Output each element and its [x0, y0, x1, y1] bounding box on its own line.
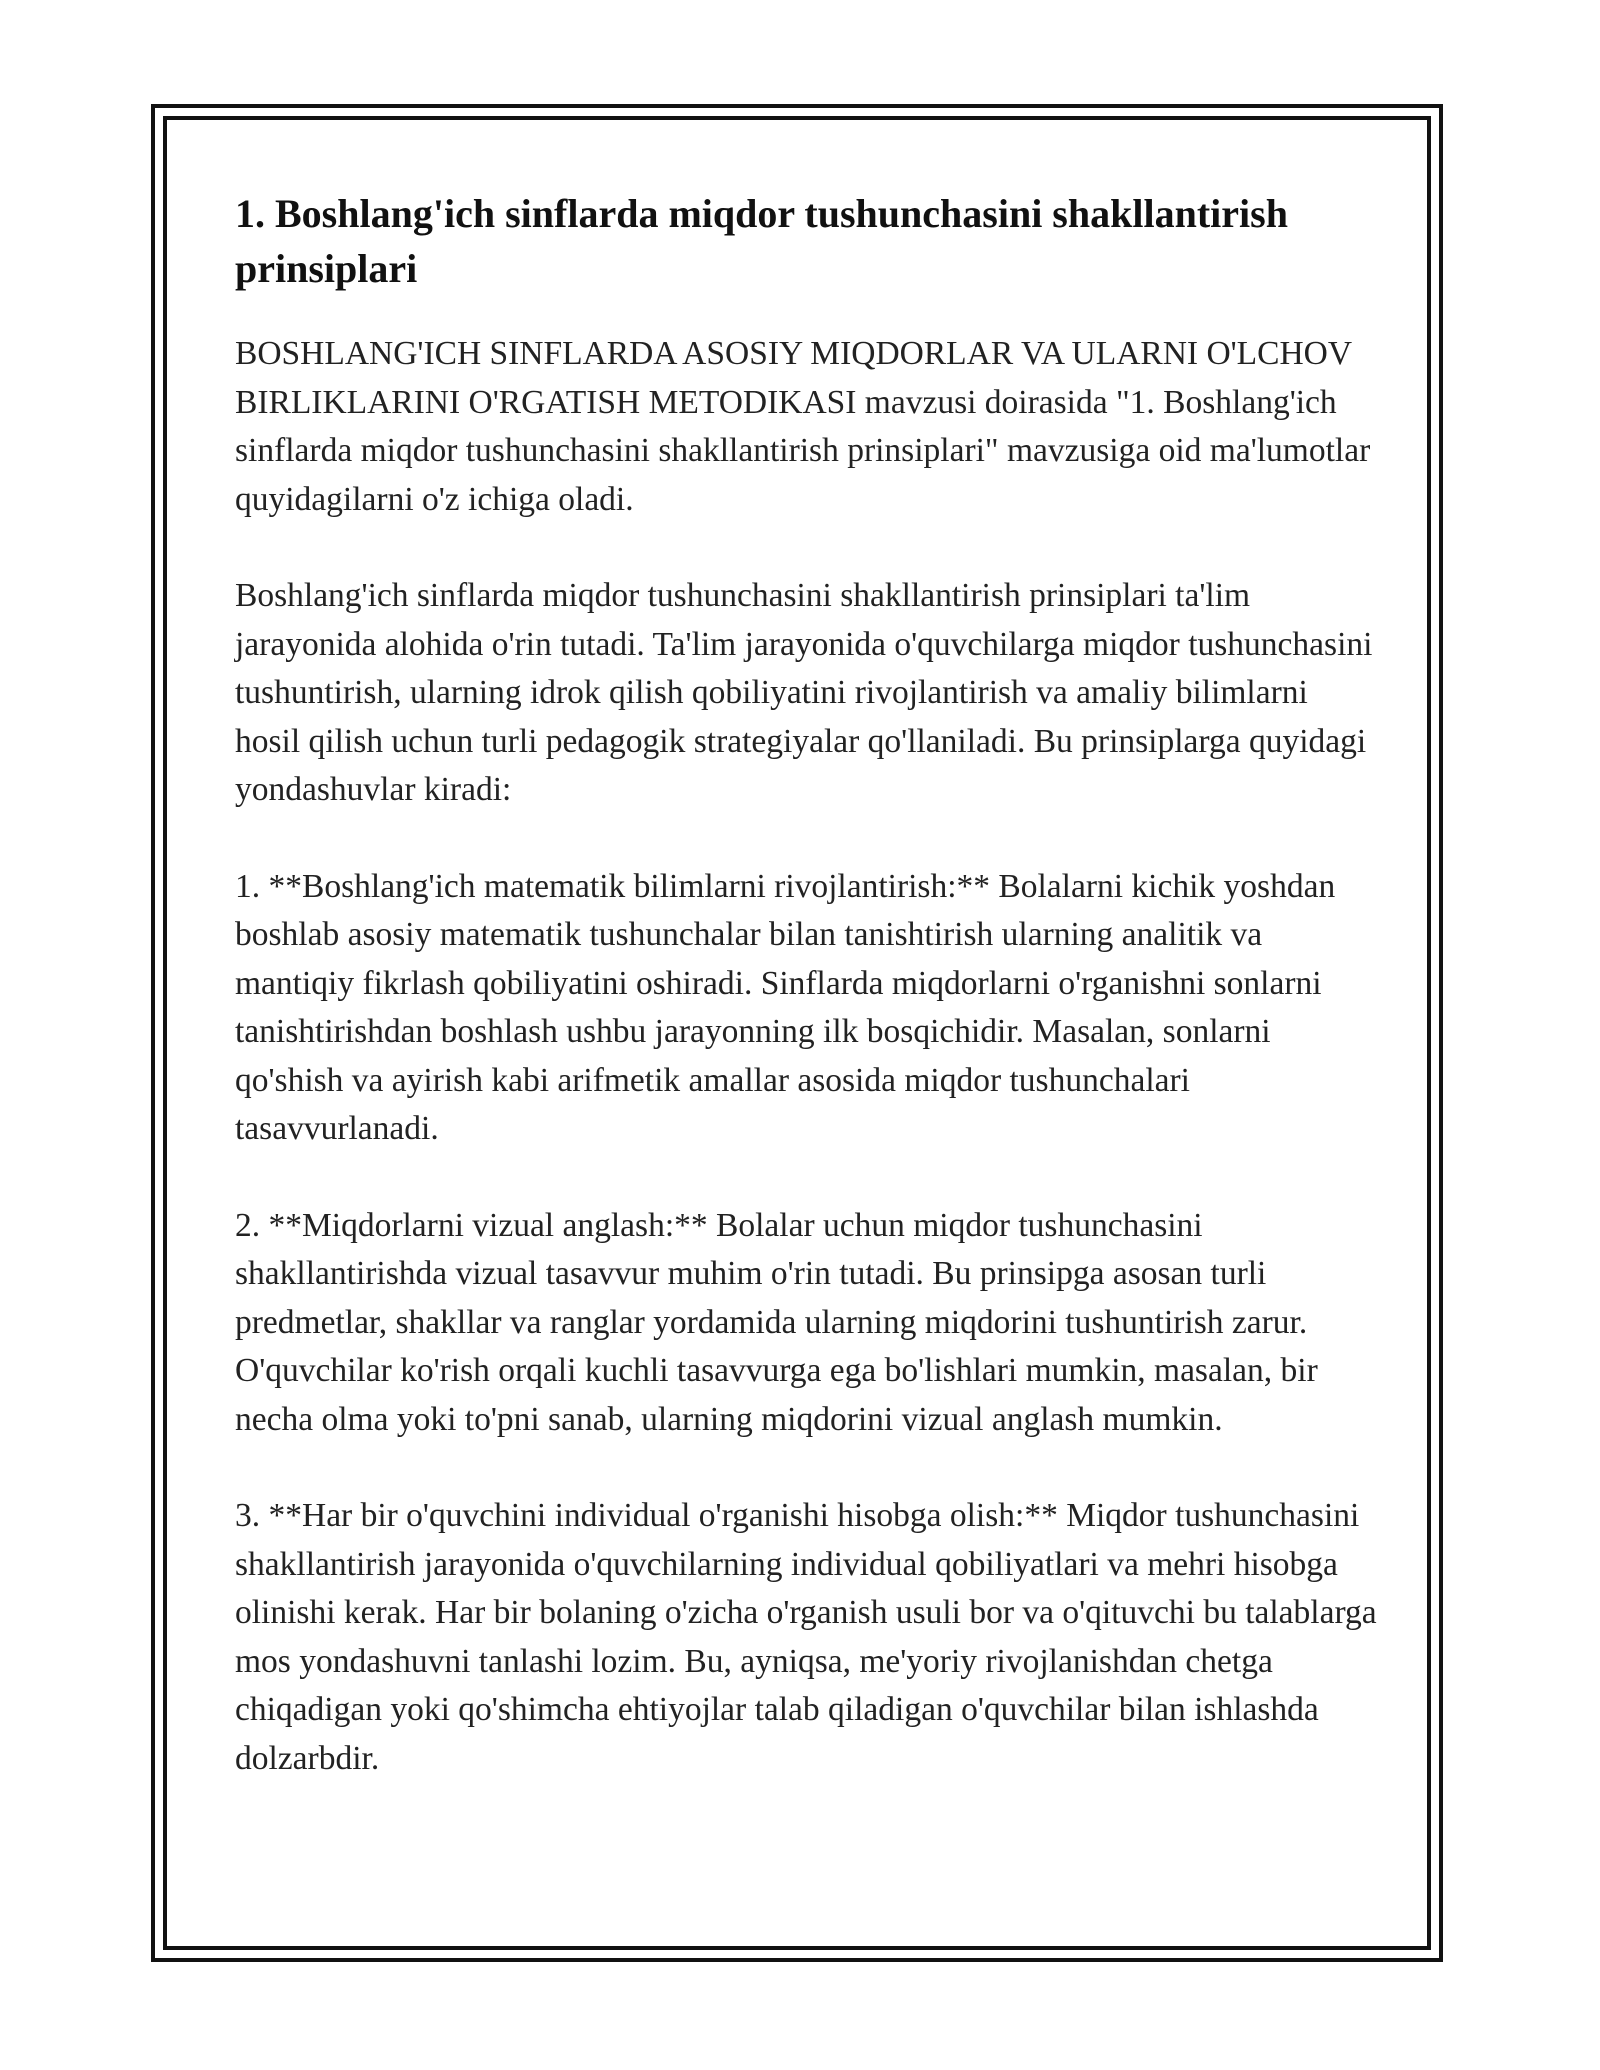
principle-1-paragraph: 1. **Boshlang'ich matematik bilimlarni rivojlantirish:** Bolalarni kichik yoshdan boshlab asosiy matematik tushunchalar bilan tanishtirish ularning analitik va mantiqiy fikrlash qobiliyatini oshiradi. Sinflarda miqdorlarni o'rganishni sonlarni tanishtirishdan boshlash ushbu jarayonning ilk bosqichidir. Masalan, sonlarni qo'shish va ayirish kabi arifmetik amallar asosida miqdor tushunchalari tasavvurlanadi.: [235, 867, 1336, 1147]
intro-paragraph: BOSHLANG'ICH SINFLARDA ASOSIY MIQDORLAR VA ULARNI O'LCHOV BIRLIKLARINI O'RGATISH METODIKASI mavzusi doirasida "1. Boshlang'ich sinflarda miqdor tushunchasini shakllantirish prinsiplari" mavzusiga oid ma'lumotlar quyidagilarni o'z ichiga oladi.: [235, 335, 1371, 518]
principle-2-paragraph: 2. **Miqdorlarni vizual anglash:** Bolalar uchun miqdor tushunchasini shakllantirishda vizual tasavvur muhim o'rin tutadi. Bu prinsipga asosan turli predmetlar, shakllar va ranglar yordamida ularning miqdorini tushuntirish zarur. O'quvchilar ko'rish orqali kuchli tasavvurga ega bo'lishlari mumkin, masalan, bir necha olma yoki to'pni sanab, ularning miqdorini vizual anglash mumkin.: [235, 1206, 1318, 1438]
overview-paragraph: Boshlang'ich sinflarda miqdor tushunchasini shakllantirish prinsiplari ta'lim jarayonida alohida o'rin tutadi. Ta'lim jarayonida o'quvchilarga miqdor tushunchasini tushuntirish, ularning idrok qilish qobiliyatini rivojlantirish va amaliy bilimlarni hosil qilish uchun turli pedagogik strategiyalar qo'llaniladi. Bu prinsiplarga quyidagi yondashuvlar kiradi:: [235, 577, 1373, 808]
principle-3-paragraph: 3. **Har bir o'quvchini individual o'rganishi hisobga olish:** Miqdor tushunchasini shakllantirish jarayonida o'quvchilarning individual qobiliyatlari va mehri hisobga olinishi kerak. Har bir bolaning o'zicha o'rganish usuli bor va o'qituvchi bu talablarga mos yondashuvni tanlashi lozim. Bu, ayniqsa, me'yoriy rivojlanishdan chetga chiqadigan yoki qo'shimcha ehtiyojlar talab qiladigan o'quvchilar bilan ishlashda dolzarbdir.: [235, 1497, 1377, 1777]
document-body: [235, 186, 1380, 1831]
document-title: 1. Boshlang'ich sinflarda miqdor tushunchasini shakllantirish prinsiplari: [235, 191, 1288, 291]
